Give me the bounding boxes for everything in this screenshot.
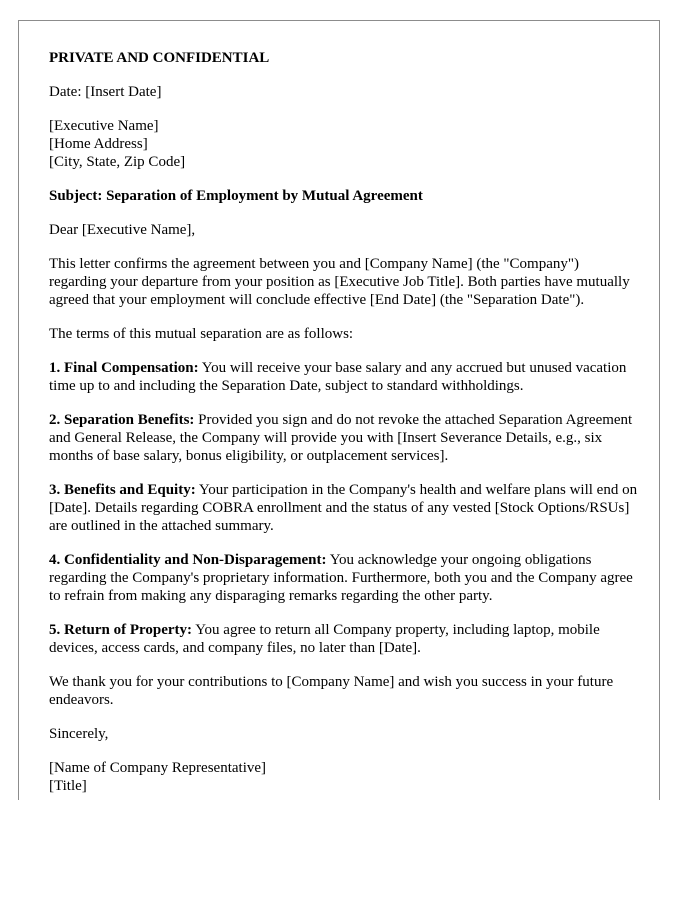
letter-salutation: Dear [Executive Name], xyxy=(49,222,196,238)
term-title-4: 4. Confidentiality and Non-Disparagement: xyxy=(49,552,327,568)
recipient-address-block xyxy=(49,117,639,171)
letter-header: PRIVATE AND CONFIDENTIAL xyxy=(49,50,270,66)
recipient-home-address: [Home Address] xyxy=(49,136,148,152)
term-text-5: You agree to return all Company property, including laptop, mobile devices, access cards, and company files, no later than [Date]. xyxy=(49,622,600,656)
letter-page xyxy=(18,20,660,800)
term-title-5: 5. Return of Property: xyxy=(49,622,193,638)
letter-signoff: Sincerely, xyxy=(49,726,109,742)
term-text-3: Your participation in the Company's health and welfare plans will end on [Date]. Details regarding COBRA enrollment and the status of any vested [Stock Options/RSUs] are outlined in the attached summary. xyxy=(49,482,638,534)
term-item-3 xyxy=(49,481,639,535)
term-title-3: 3. Benefits and Equity: xyxy=(49,482,196,498)
letter-date: Date: [Insert Date] xyxy=(49,84,162,100)
term-title-2: 2. Separation Benefits: xyxy=(49,412,195,428)
letter-content xyxy=(49,49,639,800)
letter-subject: Subject: Separation of Employment by Mutual Agreement xyxy=(49,188,423,204)
recipient-city-state-zip: [City, State, Zip Code] xyxy=(49,154,186,170)
recipient-name: [Executive Name] xyxy=(49,118,159,134)
term-item-2 xyxy=(49,411,639,465)
term-text-2: Provided you sign and do not revoke the attached Separation Agreement and General Release, the Company will provide you with [Insert Severance Details, e.g., six months of base salary, bonus eligibility, or outplacement services]. xyxy=(49,412,633,464)
signature-title: [Title] xyxy=(49,778,87,794)
term-text-4: You acknowledge your ongoing obligations regarding the Company's proprietary information. Furthermore, both you and the Company agree to refrain from making any disparaging remarks regarding the other party. xyxy=(49,552,633,604)
closing-paragraph: We thank you for your contributions to [Company Name] and wish you success in your future endeavors. xyxy=(49,674,614,708)
term-item-5 xyxy=(49,621,639,657)
term-title-1: 1. Final Compensation: xyxy=(49,360,199,376)
terms-intro: The terms of this mutual separation are as follows: xyxy=(49,326,354,342)
term-item-1 xyxy=(49,359,639,395)
term-text-1: You will receive your base salary and any accrued but unused vacation time up to and including the Separation Date, subject to standard withholdings. xyxy=(49,360,627,394)
term-item-4 xyxy=(49,551,639,605)
signature-block xyxy=(49,759,639,795)
signature-name: [Name of Company Representative] xyxy=(49,760,267,776)
letter-intro-paragraph: This letter confirms the agreement between you and [Company Name] (the "Company") regarding your departure from your position as [Executive Job Title]. Both parties have mutually agreed that your employment will conclude effective [End Date] (the "Separation Date"). xyxy=(49,256,630,308)
